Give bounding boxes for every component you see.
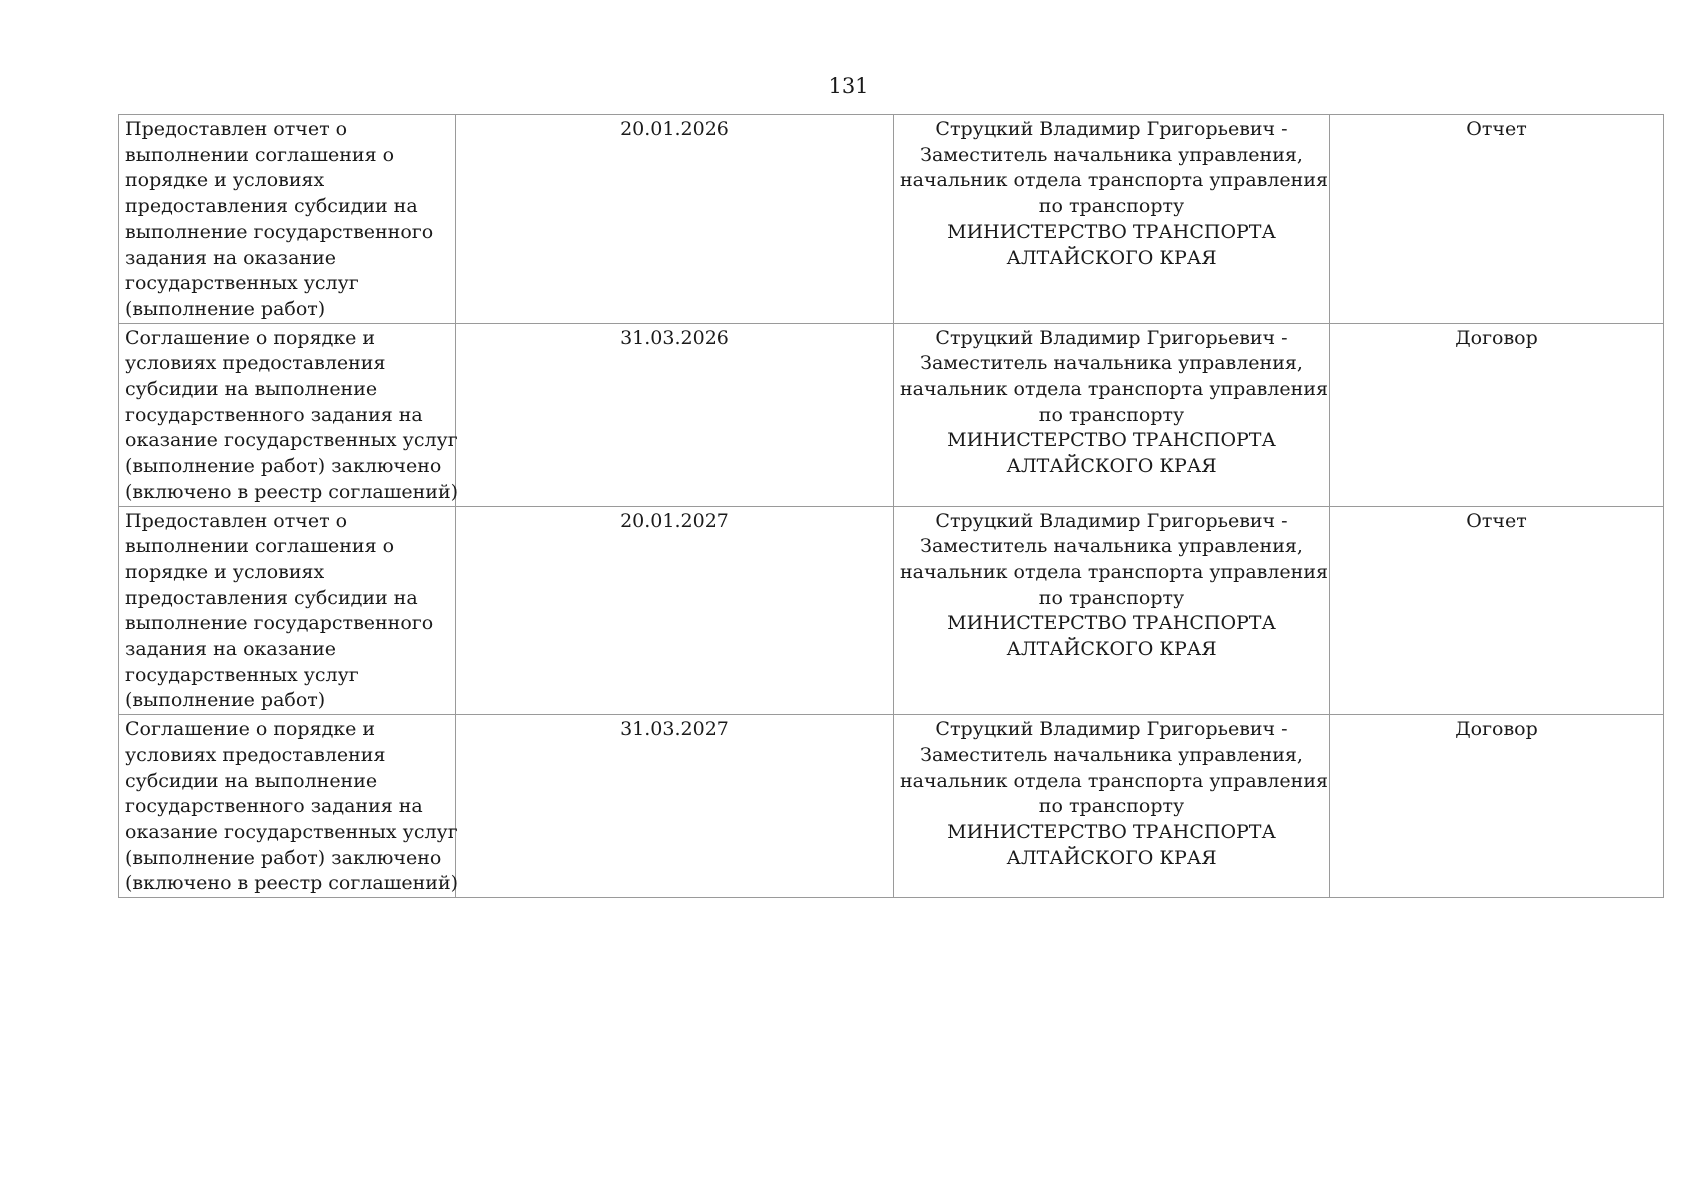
description-line: (выполнение работ) заключено bbox=[125, 846, 442, 869]
description-cell bbox=[119, 323, 459, 506]
description-line: государственных услуг bbox=[125, 663, 359, 686]
date-value: 20.01.2027 bbox=[620, 509, 729, 532]
table-row bbox=[119, 715, 1664, 898]
description-line: оказание государственных услуг bbox=[125, 429, 458, 452]
responsible-line: Струцкий Владимир Григорьевич - bbox=[935, 509, 1288, 532]
description-line: Предоставлен отчет о bbox=[125, 118, 348, 140]
description-line: Предоставлен отчет о bbox=[125, 509, 348, 532]
table-row bbox=[119, 506, 1664, 715]
description-line: (включено в реестр соглашений) bbox=[125, 480, 459, 503]
control-points-table bbox=[118, 114, 1664, 898]
description-line: оказание государственных услуг bbox=[125, 820, 458, 843]
responsible-cell bbox=[894, 323, 1330, 506]
organization-line: АЛТАЙСКОГО КРАЯ bbox=[1006, 846, 1217, 869]
responsible-line: Струцкий Владимир Григорьевич - bbox=[935, 718, 1288, 741]
organization-line: МИНИСТЕРСТВО ТРАНСПОРТА bbox=[947, 429, 1276, 452]
organization-line: АЛТАЙСКОГО КРАЯ bbox=[1006, 246, 1217, 269]
description-line: Соглашение о порядке и bbox=[125, 326, 376, 349]
responsible-line: начальник отдела транспорта управления bbox=[900, 378, 1328, 401]
description-line: условиях предоставления bbox=[125, 352, 386, 375]
description-line: выполнении соглашения о bbox=[125, 535, 395, 558]
description-line: (выполнение работ) bbox=[125, 297, 326, 320]
responsible-line: по транспорту bbox=[1038, 795, 1185, 818]
organization-line: МИНИСТЕРСТВО ТРАНСПОРТА bbox=[947, 220, 1276, 243]
page-number: 131 bbox=[828, 74, 869, 98]
date-cell bbox=[456, 506, 894, 715]
description-line: задания на оказание bbox=[125, 246, 337, 269]
description-line: условиях предоставления bbox=[125, 743, 386, 766]
description-cell bbox=[119, 715, 459, 898]
description-line: Соглашение о порядке и bbox=[125, 718, 376, 741]
date-value: 31.03.2027 bbox=[620, 718, 729, 741]
table-body bbox=[119, 115, 1664, 898]
table-row bbox=[119, 323, 1664, 506]
description-line: государственных услуг bbox=[125, 272, 359, 295]
responsible-line: начальник отдела транспорта управления bbox=[900, 169, 1328, 192]
description-line: порядке и условиях bbox=[125, 169, 325, 192]
table-row bbox=[119, 115, 1664, 324]
responsible-line: начальник отдела транспорта управления bbox=[900, 560, 1328, 583]
description-line: задания на оказание bbox=[125, 638, 337, 661]
document-type: Отчет bbox=[1466, 509, 1527, 532]
document-type: Договор bbox=[1455, 718, 1538, 741]
responsible-line: Заместитель начальника управления, bbox=[920, 743, 1303, 766]
description-cell bbox=[119, 115, 456, 324]
date-cell bbox=[456, 115, 894, 324]
responsible-cell bbox=[894, 115, 1330, 324]
organization-line: АЛТАЙСКОГО КРАЯ bbox=[1006, 638, 1217, 661]
responsible-line: по транспорту bbox=[1038, 586, 1185, 609]
responsible-cell bbox=[894, 506, 1330, 715]
date-value: 20.01.2026 bbox=[620, 118, 729, 140]
description-line: государственного задания на bbox=[125, 403, 423, 426]
document-type-cell bbox=[1330, 323, 1664, 506]
description-line: (включено в реестр соглашений) bbox=[125, 872, 459, 895]
document-type-cell bbox=[1330, 506, 1664, 715]
responsible-line: Заместитель начальника управления, bbox=[920, 535, 1303, 558]
responsible-line: начальник отдела транспорта управления bbox=[900, 769, 1328, 792]
description-cell bbox=[119, 506, 456, 715]
description-line: субсидии на выполнение bbox=[125, 378, 378, 401]
description-line: выполнение государственного bbox=[125, 612, 434, 635]
responsible-cell bbox=[894, 715, 1330, 898]
responsible-line: Струцкий Владимир Григорьевич - bbox=[935, 118, 1288, 140]
description-line: государственного задания на bbox=[125, 795, 423, 818]
description-line: выполнении соглашения о bbox=[125, 143, 395, 166]
responsible-line: по транспорту bbox=[1038, 403, 1185, 426]
description-line: (выполнение работ) bbox=[125, 689, 326, 712]
date-cell bbox=[456, 715, 894, 898]
organization-line: АЛТАЙСКОГО КРАЯ bbox=[1006, 455, 1217, 478]
organization-line: МИНИСТЕРСТВО ТРАНСПОРТА bbox=[947, 820, 1276, 843]
description-line: предоставления субсидии на bbox=[125, 195, 418, 218]
date-cell bbox=[456, 323, 894, 506]
description-line: порядке и условиях bbox=[125, 560, 325, 583]
description-line: выполнение государственного bbox=[125, 220, 434, 243]
responsible-line: по транспорту bbox=[1038, 195, 1185, 218]
description-line: субсидии на выполнение bbox=[125, 769, 378, 792]
document-type-cell bbox=[1330, 115, 1664, 324]
responsible-line: Заместитель начальника управления, bbox=[920, 352, 1303, 375]
document-type-cell bbox=[1330, 715, 1664, 898]
organization-line: МИНИСТЕРСТВО ТРАНСПОРТА bbox=[947, 612, 1276, 635]
date-value: 31.03.2026 bbox=[620, 326, 729, 349]
description-line: (выполнение работ) заключено bbox=[125, 455, 442, 478]
document-type: Отчет bbox=[1466, 118, 1527, 140]
responsible-line: Заместитель начальника управления, bbox=[920, 143, 1303, 166]
responsible-line: Струцкий Владимир Григорьевич - bbox=[935, 326, 1288, 349]
description-line: предоставления субсидии на bbox=[125, 586, 418, 609]
document-type: Договор bbox=[1455, 326, 1538, 349]
